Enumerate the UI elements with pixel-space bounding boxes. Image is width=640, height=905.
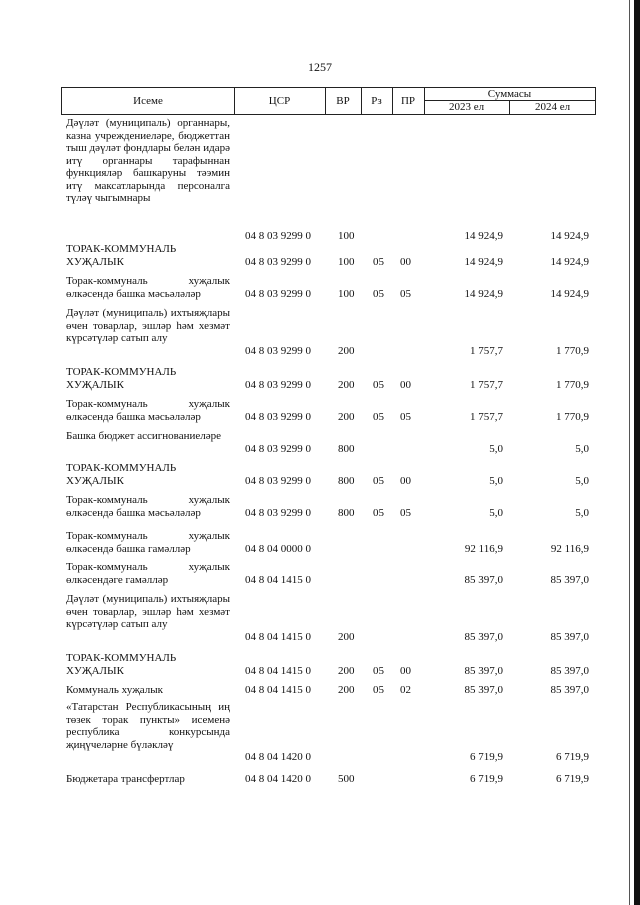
- row-name: ТОРАК-КОММУНАЛЬ ХУҖАЛЫК: [66, 243, 177, 268]
- row-pr: 00: [400, 474, 411, 487]
- row-sum-2024: 85 397,0: [550, 664, 589, 677]
- row-sum-2023: 85 397,0: [464, 630, 503, 643]
- row-csr: 04 8 04 1415 0: [245, 684, 311, 696]
- header-year-2023: 2023 ел: [424, 101, 510, 114]
- row-name: Торак-коммуналь хуҗалык өлкәсендә башка мәсьәләләр: [66, 398, 230, 423]
- row-pr: 02: [400, 684, 411, 696]
- row-sum-2024: 6 719,9: [556, 773, 589, 785]
- row-rz: 05: [373, 287, 384, 300]
- header-name: Исеме: [62, 88, 235, 114]
- row-sum-2024: 5,0: [575, 474, 589, 487]
- row-sum-2024: 85 397,0: [550, 573, 589, 586]
- row-csr: 04 8 04 1420 0: [245, 773, 311, 785]
- row-csr: 04 8 04 1415 0: [245, 573, 311, 586]
- row-vr: 100: [338, 287, 355, 300]
- row-name: Торак-коммуналь хуҗалык өлкәсендә башка гамәлләр: [66, 530, 230, 555]
- row-csr: 04 8 03 9299 0: [245, 287, 311, 300]
- row-pr: 00: [400, 255, 411, 268]
- row-sum-2024: 85 397,0: [550, 684, 589, 696]
- header-sums-title: Суммасы: [424, 88, 595, 101]
- row-sum-2023: 1 757,7: [470, 344, 503, 357]
- row-name: Коммуналь хуҗалык: [66, 684, 164, 696]
- header-sums: [424, 88, 595, 114]
- row-vr: 200: [338, 684, 355, 696]
- row-csr: 04 8 03 9299 0: [245, 506, 311, 519]
- row-sum-2024: 5,0: [575, 506, 589, 519]
- row-sum-2023: 92 116,9: [464, 542, 503, 555]
- row-sum-2023: 6 719,9: [470, 773, 503, 785]
- row-sum-2023: 6 719,9: [470, 751, 503, 763]
- row-csr: 04 8 03 9299 0: [245, 378, 311, 391]
- row-sum-2023: 85 397,0: [464, 573, 503, 586]
- row-csr: 04 8 03 9299 0: [245, 474, 311, 487]
- row-sum-2023: 5,0: [489, 442, 503, 455]
- row-sum-2024: 85 397,0: [550, 630, 589, 643]
- row-csr: 04 8 03 9299 0: [245, 442, 311, 455]
- row-name: Дәүләт (муниципаль) ихтыяҗлары өчен товарлар, эшләр һәм хезмәт күрсәтүләр сатып алу: [66, 307, 230, 344]
- row-vr: 200: [338, 664, 355, 677]
- row-sum-2024: 5,0: [575, 442, 589, 455]
- row-name: Торак-коммуналь хуҗалык өлкәсендәге гамәлләр: [66, 561, 230, 586]
- row-name: Бюджетара трансфертлар: [66, 773, 185, 785]
- row-csr: 04 8 03 9299 0: [245, 344, 311, 357]
- table-header: [61, 87, 596, 115]
- row-name: ТОРАК-КОММУНАЛЬ ХУҖАЛЫК: [66, 366, 177, 391]
- scan-edge-line: [629, 0, 630, 905]
- header-year-2024: 2024 ел: [534, 101, 571, 113]
- row-sum-2023: 5,0: [489, 474, 503, 487]
- row-sum-2024: 14 924,9: [550, 229, 589, 242]
- row-sum-2023: 85 397,0: [464, 664, 503, 677]
- row-rz: 05: [373, 684, 384, 696]
- row-pr: 00: [400, 378, 411, 391]
- row-sum-2024: 1 770,9: [556, 344, 589, 357]
- row-sum-2023: 1 757,7: [470, 378, 503, 391]
- row-sum-2024: 1 770,9: [556, 410, 589, 423]
- row-csr: 04 8 03 9299 0: [245, 229, 311, 242]
- row-sum-2023: 5,0: [489, 506, 503, 519]
- header-csr: ЦСР: [234, 88, 326, 114]
- row-sum-2024: 6 719,9: [556, 751, 589, 763]
- row-name: ТОРАК-КОММУНАЛЬ ХУҖАЛЫК: [66, 462, 177, 487]
- row-rz: 05: [373, 474, 384, 487]
- row-sum-2023: 14 924,9: [464, 287, 503, 300]
- row-vr: 800: [338, 506, 355, 519]
- header-pr: ПР: [392, 88, 425, 114]
- row-name: ТОРАК-КОММУНАЛЬ ХУҖАЛЫК: [66, 652, 177, 677]
- row-vr: 800: [338, 474, 355, 487]
- row-sum-2024: 1 770,9: [556, 378, 589, 391]
- row-rz: 05: [373, 255, 384, 268]
- row-rz: 05: [373, 410, 384, 423]
- row-name: Башка бюджет ассигнованиеләре: [66, 430, 221, 442]
- header-vr: ВР: [325, 88, 362, 114]
- row-csr: 04 8 03 9299 0: [245, 410, 311, 423]
- row-name: Торак-коммуналь хуҗалык өлкәсендә башка мәсьәләләр: [66, 494, 230, 519]
- row-sum-2024: 92 116,9: [550, 542, 589, 555]
- scan-edge-bar: [634, 0, 640, 905]
- row-sum-2023: 14 924,9: [464, 255, 503, 268]
- row-pr: 05: [400, 410, 411, 423]
- row-vr: 200: [338, 344, 355, 357]
- row-rz: 05: [373, 378, 384, 391]
- row-vr: 800: [338, 442, 355, 455]
- row-csr: 04 8 04 1420 0: [245, 751, 311, 763]
- row-csr: 04 8 04 0000 0: [245, 542, 311, 555]
- row-pr: 00: [400, 664, 411, 677]
- row-sum-2024: 14 924,9: [550, 255, 589, 268]
- row-name: Дәүләт (муниципаль) ихтыяҗлары өчен товарлар, эшләр һәм хезмәт күрсәтүләр сатып алу: [66, 593, 230, 630]
- row-vr: 100: [338, 255, 355, 268]
- row-vr: 500: [338, 773, 355, 785]
- row-name: «Татарстан Республикасының иң төзек торак пункты» исеменә республика конкурсында җиңүчеләрне бүләкләү: [66, 701, 230, 751]
- page-number: 1257: [308, 60, 332, 74]
- row-name: Торак-коммуналь хуҗалык өлкәсендә башка мәсьәләләр: [66, 275, 230, 300]
- header-rz: Рз: [361, 88, 393, 114]
- row-sum-2023: 1 757,7: [470, 410, 503, 423]
- row-csr: 04 8 04 1415 0: [245, 630, 311, 643]
- row-name: Дәүләт (муниципаль) органнары, казна учреждениеләре, бюджеттан тыш дәүләт фондлары белән идарә итү органнары тарафыннан функцияләр башкаруны тәэмин итү максатларында персоналга түләү чыгымнары: [66, 117, 230, 204]
- row-rz: 05: [373, 506, 384, 519]
- row-vr: 200: [338, 630, 355, 643]
- row-sum-2023: 85 397,0: [464, 684, 503, 696]
- row-vr: 100: [338, 229, 355, 242]
- row-rz: 05: [373, 664, 384, 677]
- row-pr: 05: [400, 287, 411, 300]
- row-sum-2024: 14 924,9: [550, 287, 589, 300]
- row-csr: 04 8 03 9299 0: [245, 255, 311, 268]
- row-vr: 200: [338, 410, 355, 423]
- row-csr: 04 8 04 1415 0: [245, 664, 311, 677]
- row-pr: 05: [400, 506, 411, 519]
- row-sum-2023: 14 924,9: [464, 229, 503, 242]
- row-vr: 200: [338, 378, 355, 391]
